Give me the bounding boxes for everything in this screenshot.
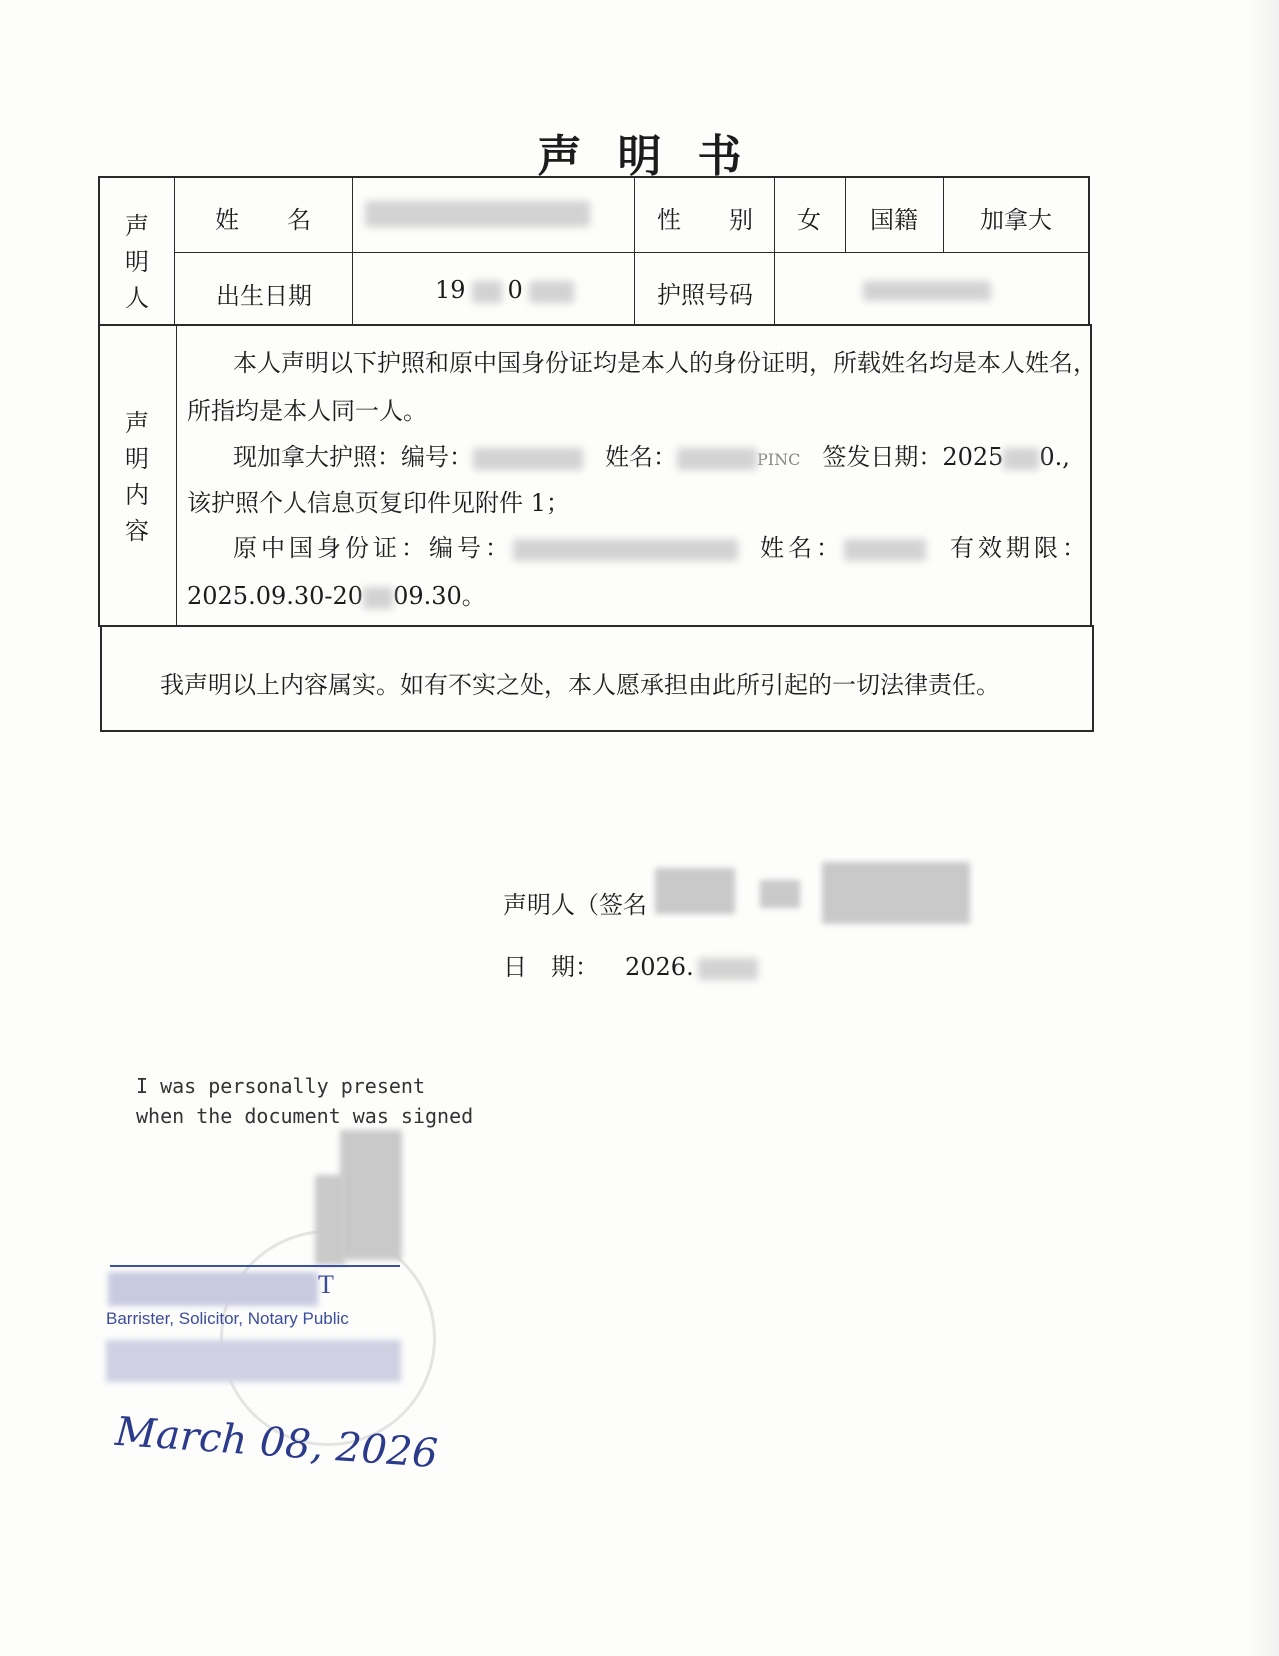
table-divider [352, 177, 353, 325]
content-line-6: 2025.09.30-20 09.30。 [187, 582, 486, 610]
content-line-5: 原中国身份证：编号： 姓名： 有效期限： [233, 534, 1090, 562]
gender-label: 性 别 [657, 206, 753, 234]
table-divider [634, 177, 635, 325]
content-section-label: 声 明 内 容 [125, 409, 149, 545]
signature-redacted [822, 862, 970, 924]
table-divider [175, 252, 1089, 253]
page-edge-shadow [1249, 0, 1279, 1656]
signature-redacted [760, 880, 800, 908]
confirmation-statement: 我声明以上内容属实。如有不实之处，本人愿承担由此所引起的一切法律责任。 [160, 671, 1000, 699]
table-divider [174, 177, 175, 325]
notary-signature-redacted [315, 1175, 345, 1265]
nationality-label: 国籍 [870, 206, 918, 234]
document-title: 声明书 [537, 131, 778, 182]
content-line-2: 所指均是本人同一人。 [187, 397, 427, 425]
passport-value-redacted [863, 275, 991, 303]
declarant-section-label: 声 明 人 [125, 212, 149, 312]
witness-statement-line-2: when the document was signed [136, 1104, 474, 1128]
notary-signature-redacted [340, 1130, 402, 1260]
name-value-redacted [365, 198, 590, 227]
table-divider [943, 177, 944, 252]
name-label: 姓 名 [215, 206, 311, 234]
handwritten-date: March 08, 2026 [113, 1408, 440, 1478]
signature-date: 日 期： 2026. [503, 947, 758, 982]
signature-redacted [655, 868, 735, 914]
notary-title: Barrister, Solicitor, Notary Public [106, 1309, 349, 1328]
notary-stamp-rule [110, 1265, 400, 1267]
table-divider [774, 177, 775, 325]
passport-label: 护照号码 [657, 281, 753, 309]
notary-name-redacted [108, 1272, 318, 1306]
notary-name: T [318, 1270, 334, 1299]
content-line-3: 现加拿大护照：编号： 姓名： PINC 签发日期：2025 0., [233, 443, 1070, 471]
notary-address-redacted [106, 1340, 401, 1382]
nationality-value: 加拿大 [980, 206, 1052, 234]
gender-value: 女 [797, 206, 821, 234]
table-divider [176, 325, 177, 625]
witness-statement-line-1: I was personally present [136, 1074, 425, 1098]
content-line-4: 该护照个人信息页复印件见附件 1； [187, 489, 570, 517]
dob-label: 出生日期 [216, 282, 312, 310]
table-divider [845, 177, 846, 252]
signer-label: 声明人（签名 [503, 891, 647, 919]
content-line-1: 本人声明以下护照和原中国身份证均是本人的身份证明，所载姓名均是本人姓名， [233, 349, 1097, 377]
dob-value: 19 0 [435, 276, 574, 304]
